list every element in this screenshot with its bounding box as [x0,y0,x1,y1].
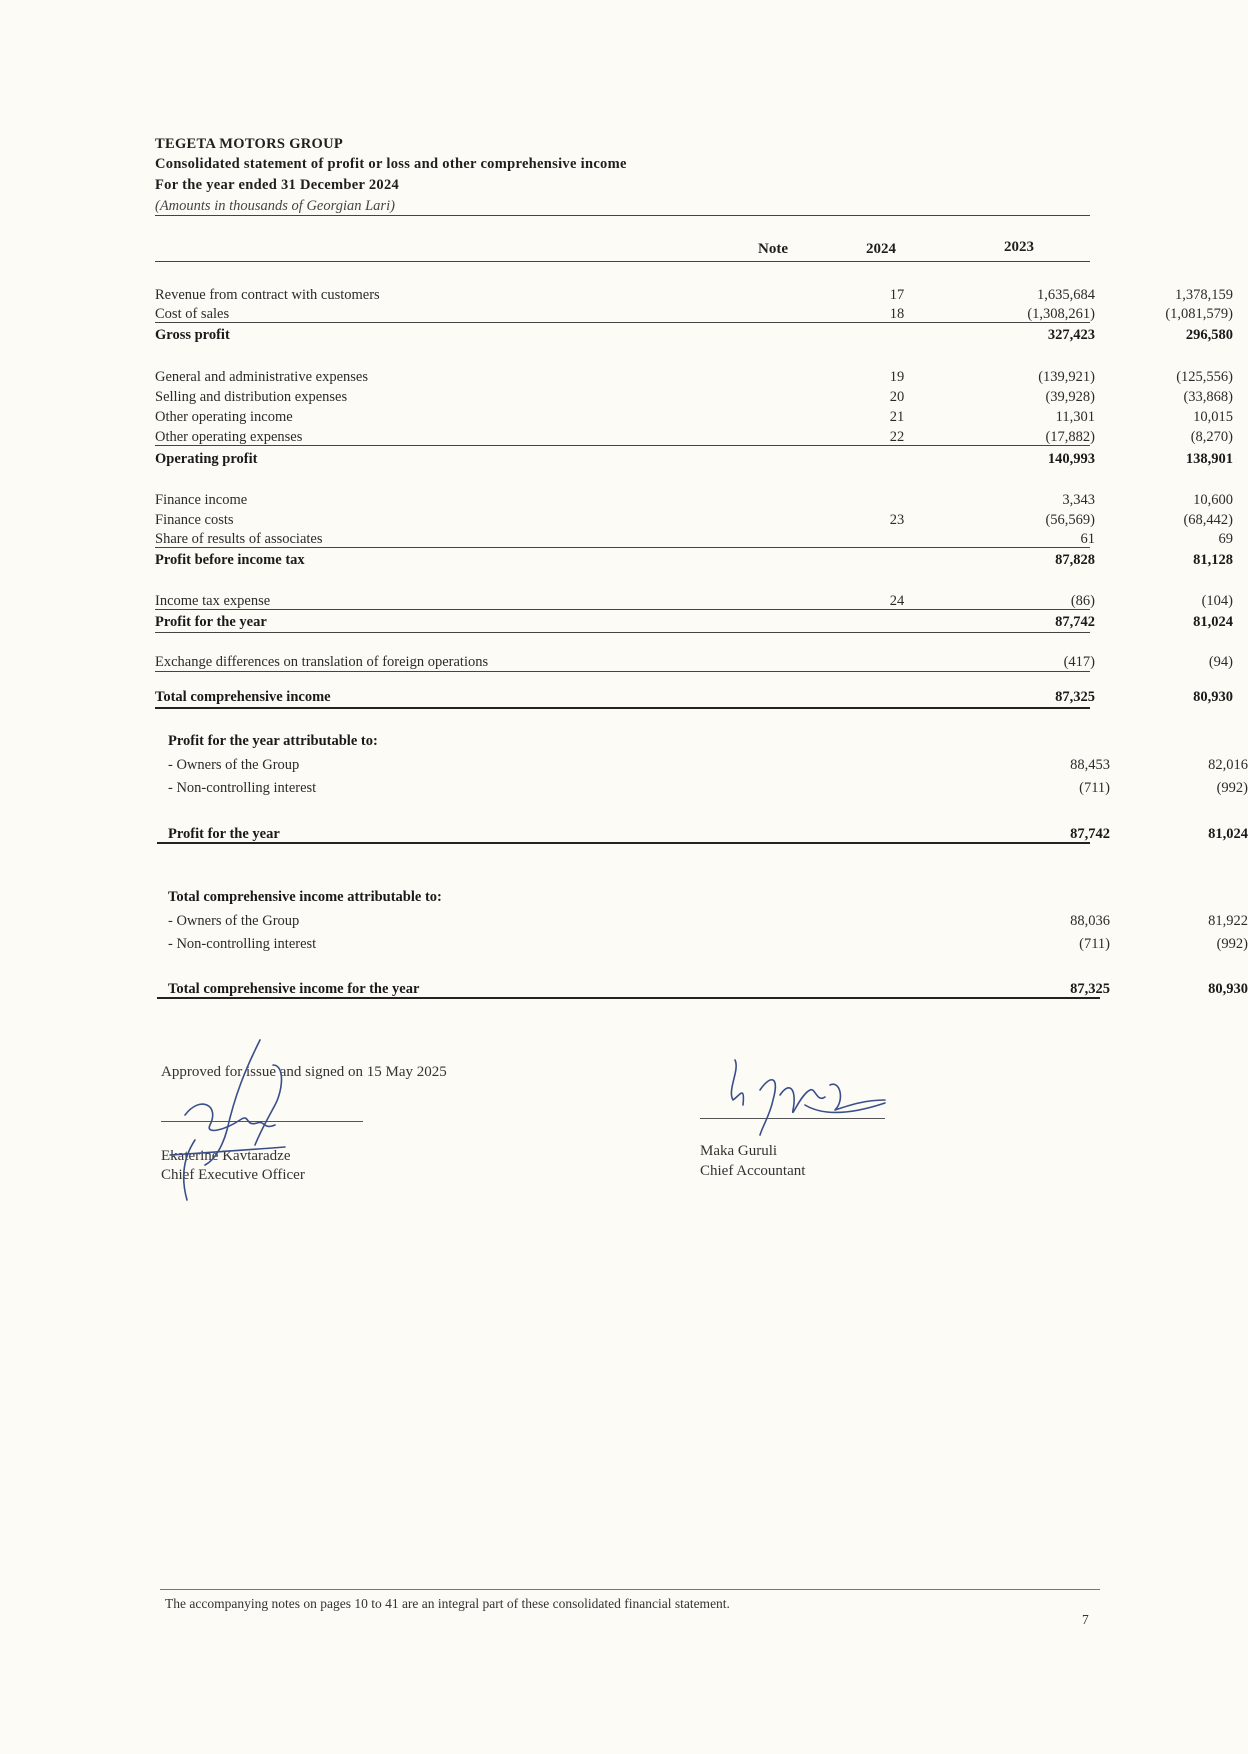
profit-attribution-total: Profit for the year 87,742 81,024 [168,826,1248,842]
statement-period: For the year ended 31 December 2024 [155,177,400,193]
statement-row-finance-income: Finance income 3,343 10,600 [155,492,1233,508]
statement-row-profit-before-tax: Profit before income tax 87,828 81,128 [155,552,1233,568]
page-number: 7 [1082,1612,1089,1627]
rule [155,632,1090,633]
rule [155,445,1090,446]
tci-attribution-total: Total comprehensive income for the year 87,325 80,930 [168,981,1248,997]
statement-row-exchange-differences: Exchange differences on translation of foreign operations (417) (94) [155,654,1233,670]
statement-row-finance-costs: Finance costs 23 (56,569) (68,442) [155,512,1233,528]
tci-attribution-owners: - Owners of the Group 88,036 81,922 [168,913,1248,929]
footer-rule [160,1589,1100,1590]
rule [155,671,1090,672]
profit-attribution-heading: Profit for the year attributable to: [168,733,378,749]
rule [155,322,1090,323]
statement-row-profit-for-year: Profit for the year 87,742 81,024 [155,614,1233,630]
statement-row-revenue: Revenue from contract with customers 17 1,635,684 1,378,159 [155,287,1233,303]
statement-row-other-income: Other operating income 21 11,301 10,015 [155,409,1233,425]
rule-double [155,707,1090,709]
tci-attribution-heading: Total comprehensive income attributable to: [168,889,442,905]
rule [155,547,1090,548]
statement-title: Consolidated statement of profit or loss and other comprehensive income [155,156,627,172]
statement-row-associates: Share of results of associates 61 69 [155,531,1233,547]
rule-double [157,842,1090,844]
ceo-signature [165,1035,315,1205]
company-name: TEGETA MOTORS GROUP [155,136,344,152]
rule [155,609,1090,610]
profit-attribution-owners: - Owners of the Group 88,453 82,016 [168,757,1248,773]
ceo-name: Ekaterine Kavtaradze [161,1148,291,1164]
column-header-2023: 2023 [1004,239,1034,255]
accountant-signature [715,1055,895,1140]
accountant-title: Chief Accountant [700,1163,806,1179]
amounts-unit-note: (Amounts in thousands of Georgian Lari) [155,198,395,214]
rule-double [157,997,1100,999]
statement-row-total-comprehensive-income: Total comprehensive income 87,325 80,930 [155,689,1233,705]
column-header-note: Note [758,241,788,257]
tci-attribution-nci: - Non-controlling interest (711) (992) [168,936,1248,952]
statement-row-gross-profit: Gross profit 327,423 296,580 [155,327,1233,343]
statement-row-income-tax: Income tax expense 24 (86) (104) [155,593,1233,609]
accountant-name: Maka Guruli [700,1143,778,1159]
column-header-rule [155,261,1090,262]
statement-row-ga-expenses: General and administrative expenses 19 (139,921) (125,556) [155,369,1233,385]
header-rule [155,215,1090,216]
statement-row-other-expenses: Other operating expenses 22 (17,882) (8,270) [155,429,1233,445]
statement-row-cost-of-sales: Cost of sales 18 (1,308,261) (1,081,579) [155,306,1233,322]
statement-row-selling-expenses: Selling and distribution expenses 20 (39,928) (33,868) [155,389,1233,405]
statement-row-operating-profit: Operating profit 140,993 138,901 [155,451,1233,467]
footer-note: The accompanying notes on pages 10 to 41 are an integral part of these consolidated financial statement. [165,1596,730,1611]
profit-attribution-nci: - Non-controlling interest (711) (992) [168,780,1248,796]
ceo-title: Chief Executive Officer [161,1167,305,1183]
approval-statement: Approved for issue and signed on 15 May 2025 [161,1064,447,1080]
column-header-2024: 2024 [866,241,896,257]
